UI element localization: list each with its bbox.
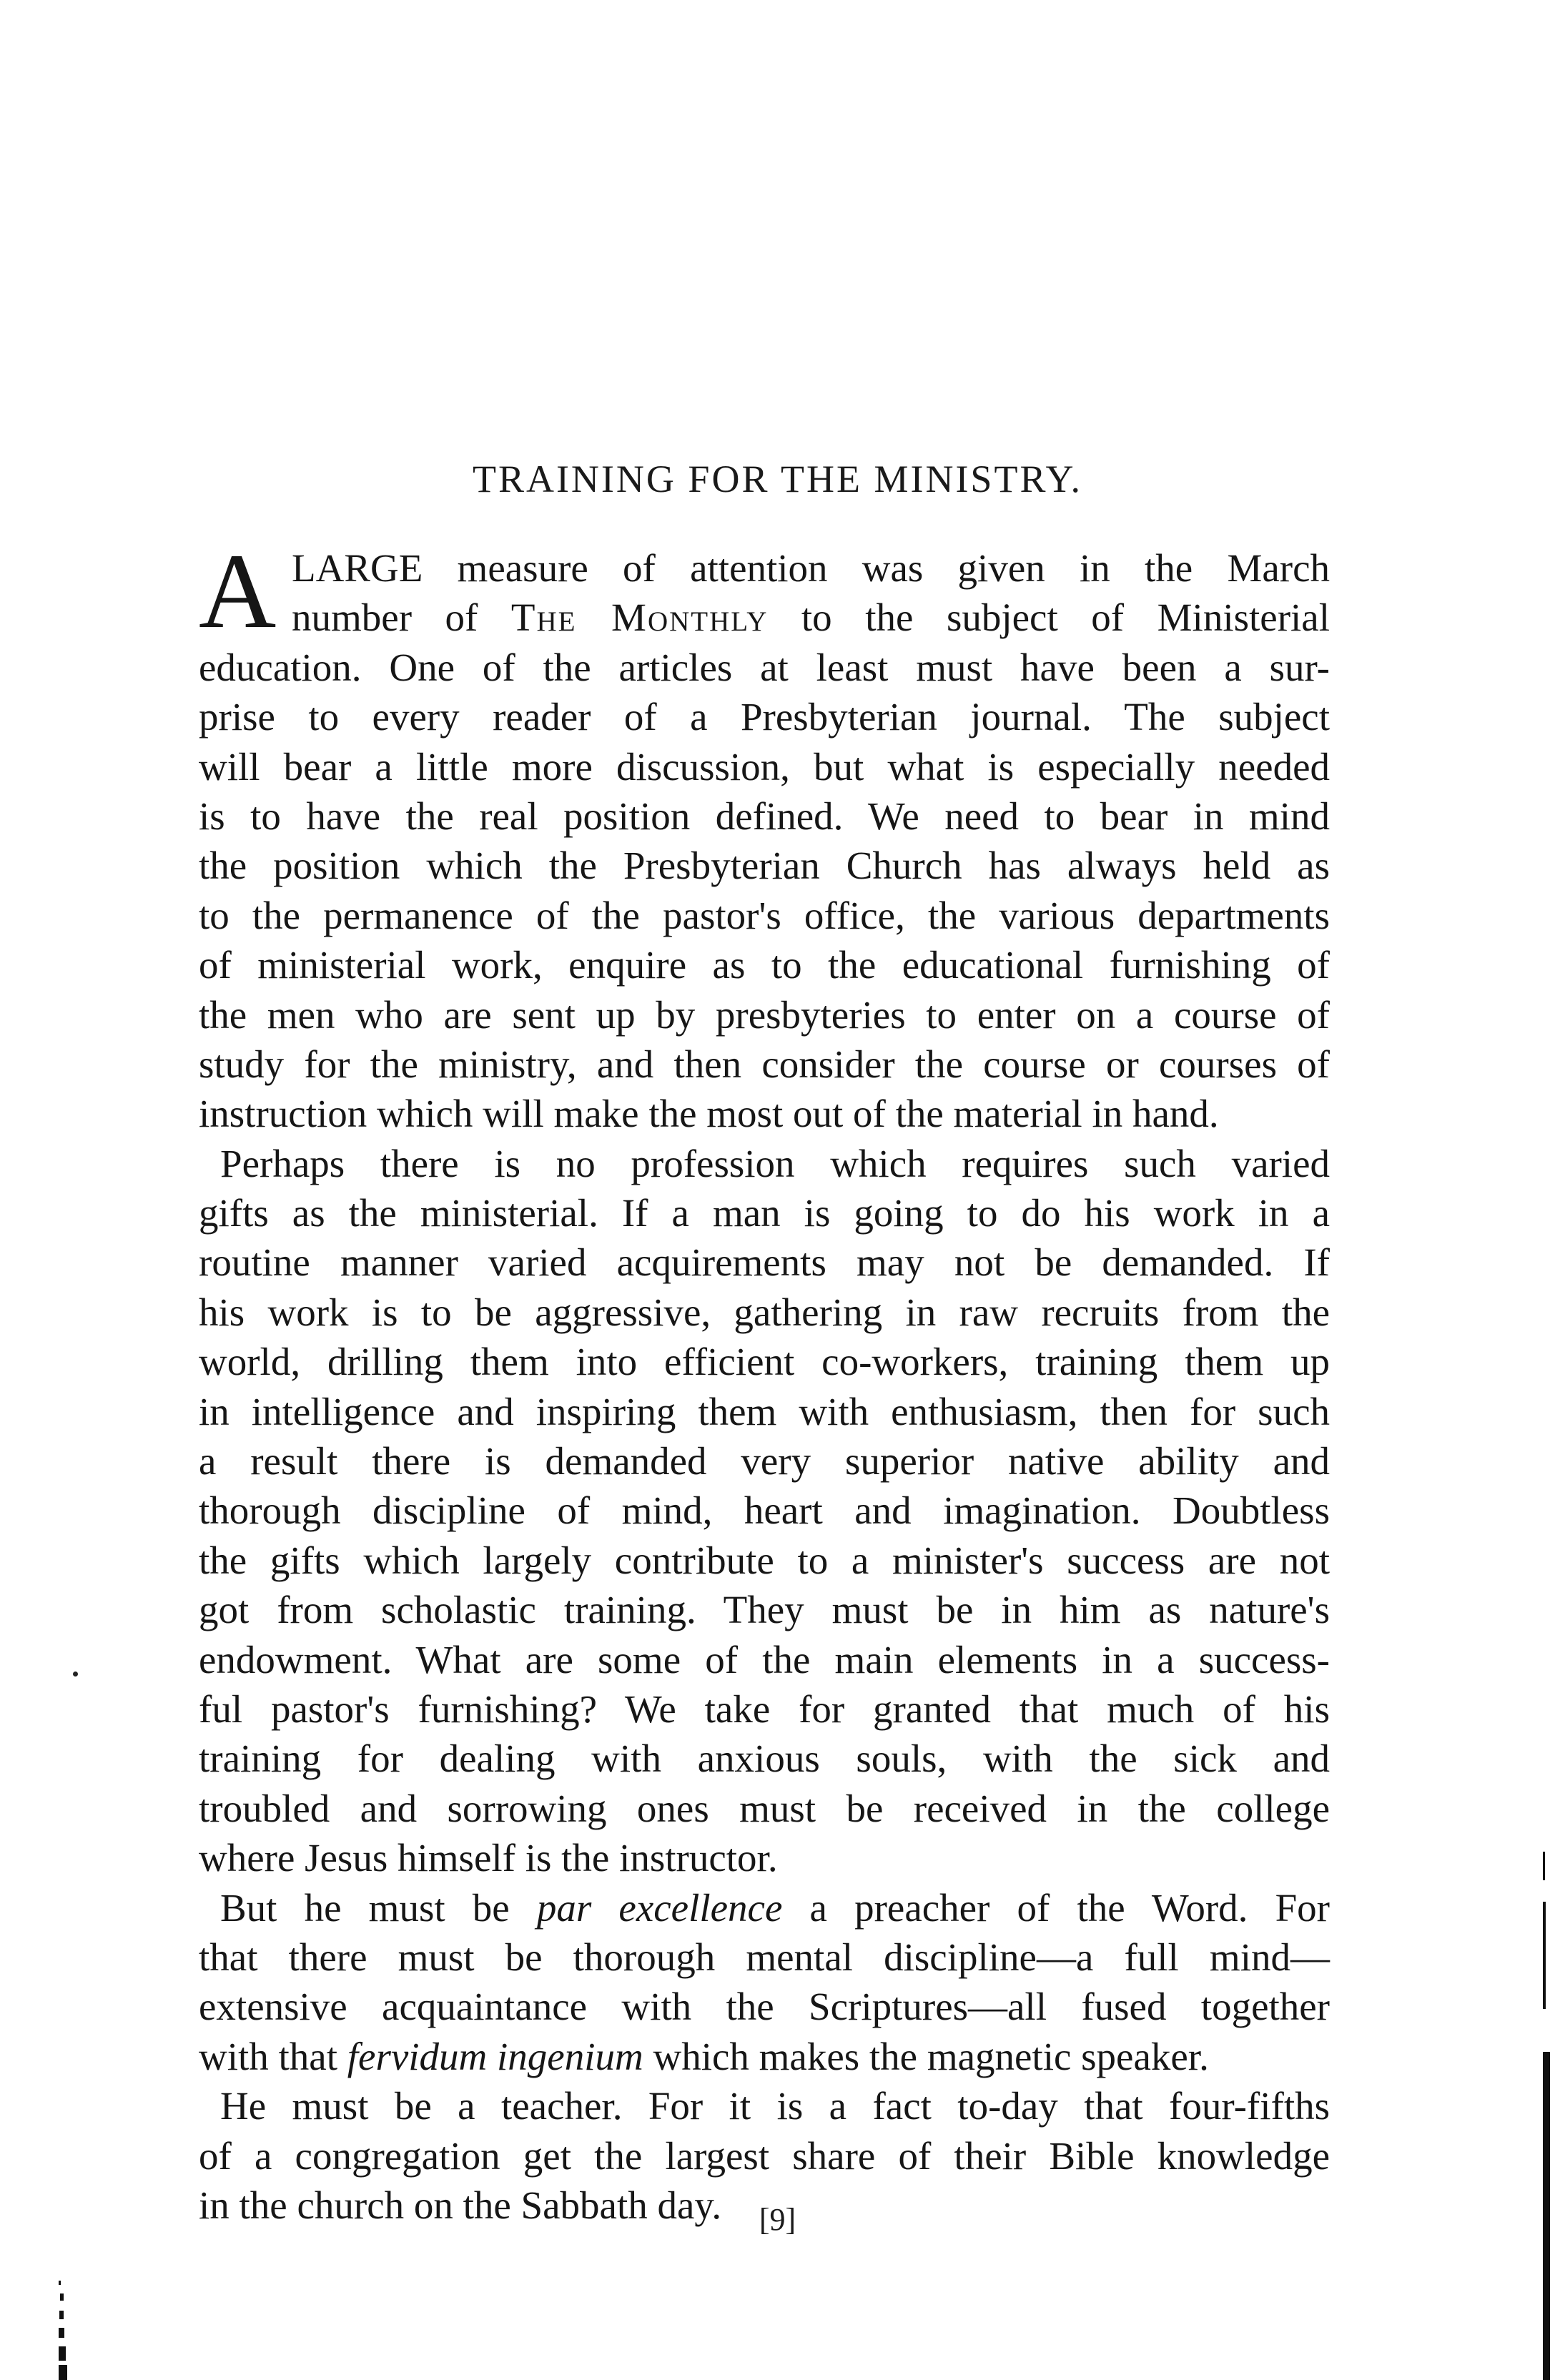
text-segment: par excellence (536, 1885, 783, 1930)
text-line (199, 543, 1330, 593)
text-segment: LARGE measure of attention was given in the March (292, 546, 1330, 590)
text-segment: The Monthly (510, 596, 769, 640)
text-segment: education. One of the articles at least must have been a sur- (199, 645, 1330, 689)
text-line (199, 1784, 1330, 1833)
article-body (199, 543, 1330, 2230)
text-segment: a result there is demanded very superior native ability and (199, 1439, 1330, 1483)
article-title: TRAINING FOR THE MINISTRY. (472, 458, 1083, 500)
text-line (199, 1734, 1330, 1783)
text-line (199, 940, 1330, 989)
text-line (199, 1982, 1330, 2031)
text-segment: routine manner varied acquirements may not be demanded. If (199, 1240, 1330, 1285)
text-segment: thorough discipline of mind, heart and imagination. Doubtless (199, 1488, 1330, 1533)
text-line (199, 1833, 1330, 1882)
text-segment: the gifts which largely contribute to a minister's success are not (199, 1538, 1330, 1582)
text-segment: Perhaps there is no profession which requires such varied (220, 1141, 1330, 1185)
text-line (199, 1139, 1330, 1188)
text-line (199, 692, 1330, 741)
text-line (199, 643, 1330, 692)
scan-edge-mark (1543, 2052, 1550, 2380)
text-line (199, 1932, 1330, 1982)
text-line (199, 1684, 1330, 1734)
text-line (199, 2081, 1330, 2130)
text-line (199, 593, 1330, 642)
text-line (199, 2131, 1330, 2181)
text-segment: of ministerial work, enquire as to the educational furnishing of (199, 943, 1330, 987)
text-line (199, 841, 1330, 890)
text-line (199, 1238, 1330, 1287)
text-segment: gifts as the ministerial. If a man is going to do his work in a (199, 1191, 1330, 1235)
text-segment: number of (292, 596, 511, 640)
text-segment: study for the ministry, and then consider the course or courses of (199, 1042, 1330, 1086)
text-segment: fervidum ingenium (347, 2034, 643, 2078)
text-segment: the men who are sent up by presbyteries to enter on a course of (199, 992, 1330, 1037)
text-segment: a preacher of the Word. For (782, 1885, 1330, 1930)
text-segment: prise to every reader of a Presbyterian journal. The subject (199, 695, 1330, 739)
text-segment: to the permanence of the pastor's office, the various departments (199, 893, 1330, 937)
text-segment: that there must be thorough mental discipline—a full mind— (199, 1935, 1330, 1979)
text-segment: extensive acquaintance with the Scriptures—all fused together (199, 1985, 1330, 2029)
text-line (199, 1288, 1330, 1337)
text-segment: where Jesus himself is the instructor. (199, 1836, 778, 1880)
text-line (199, 1635, 1330, 1684)
scan-edge-mark (1543, 1902, 1546, 2009)
text-segment: his work is to be aggressive, gathering in raw recruits from the (199, 1290, 1330, 1334)
text-line (199, 990, 1330, 1040)
text-segment: got from scholastic training. They must be in him as nature's (199, 1588, 1330, 1632)
text-segment: world, drilling them into efficient co-workers, training them up (199, 1340, 1330, 1384)
text-segment: to the subject of Ministerial (768, 596, 1331, 640)
text-segment: of a congregation get the largest share of their Bible knowledge (199, 2133, 1330, 2178)
text-segment: which makes the magnetic speaker. (643, 2034, 1209, 2078)
text-line (199, 1883, 1330, 1932)
text-line (199, 1536, 1330, 1585)
text-line (199, 2032, 1330, 2081)
text-segment: with that (199, 2034, 347, 2078)
text-line (199, 1486, 1330, 1535)
text-line (199, 1089, 1330, 1138)
text-line (199, 1337, 1330, 1386)
text-line (199, 742, 1330, 791)
text-segment: the position which the Presbyterian Church has always held as (199, 844, 1330, 888)
text-line (199, 891, 1330, 940)
scan-margin-marks (59, 2281, 69, 2380)
margin-dot-mark (73, 1672, 78, 1677)
text-segment: endowment. What are some of the main elements in a success- (199, 1637, 1330, 1682)
text-segment: in the church on the Sabbath day. (199, 2183, 722, 2227)
text-segment: instruction which will make the most out of the material in hand. (199, 1092, 1219, 1136)
scan-edge-mark (1543, 1852, 1545, 1880)
text-line (199, 1585, 1330, 1634)
text-segment: in intelligence and inspiring them with enthusiasm, then for such (199, 1389, 1330, 1433)
text-line (199, 1436, 1330, 1486)
text-segment: ful pastor's furnishing? We take for granted that much of his (199, 1687, 1330, 1731)
page-number: [9] (759, 2202, 796, 2237)
text-segment: troubled and sorrowing ones must be received in the college (199, 1786, 1330, 1830)
text-segment: training for dealing with anxious souls, with the sick and (199, 1737, 1330, 1781)
text-segment: will bear a little more discussion, but what is especially needed (199, 744, 1330, 789)
text-segment: is to have the real position defined. We need to bear in mind (199, 794, 1330, 838)
text-segment: But he must be (220, 1885, 537, 1930)
text-segment: He must be a teacher. For it is a fact to-day that four-fifths (220, 2084, 1330, 2128)
text-line (199, 1188, 1330, 1238)
text-line (199, 1040, 1330, 1089)
text-line (199, 791, 1330, 841)
text-line (199, 1387, 1330, 1436)
drop-cap: A (199, 532, 277, 651)
